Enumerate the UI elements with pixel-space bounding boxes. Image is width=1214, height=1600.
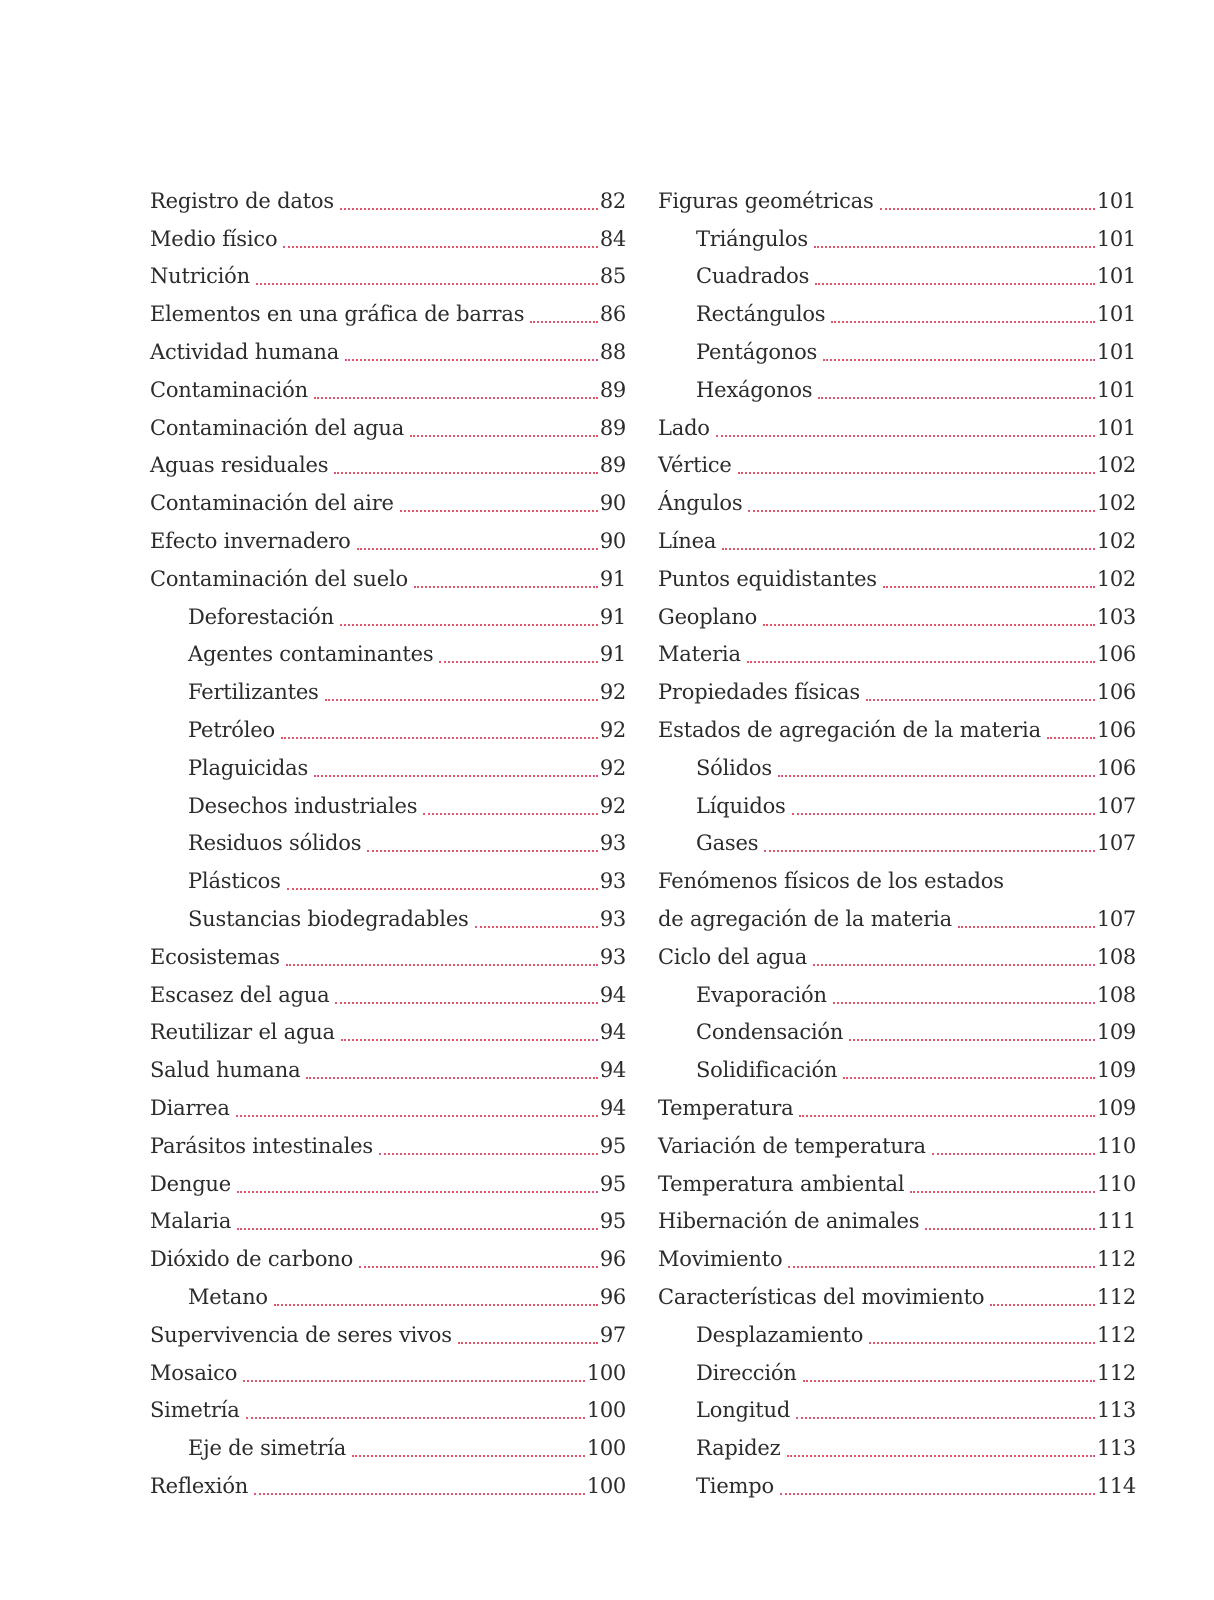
dotted-leader — [910, 1191, 1094, 1193]
dotted-leader — [823, 359, 1095, 361]
index-entry-page-number: 86 — [599, 302, 626, 327]
index-entry-label: Propiedades físicas — [658, 680, 860, 705]
index-entry — [150, 974, 626, 1012]
index-entry-label: Reflexión — [150, 1473, 249, 1498]
index-entry-page-number: 94 — [599, 1095, 626, 1120]
index-entry-page-number: 89 — [599, 415, 626, 440]
index-entry-page-number: 101 — [1096, 188, 1136, 213]
index-entry-label: Fenómenos físicos de los estados — [658, 869, 1004, 894]
dotted-leader — [849, 1039, 1095, 1041]
index-entry-label: Petróleo — [188, 717, 275, 742]
index-entry-label: Dengue — [150, 1171, 231, 1196]
index-entry-label: Movimiento — [658, 1247, 783, 1272]
index-entry-label: Sustancias biodegradables — [188, 906, 469, 931]
dotted-leader — [237, 1191, 598, 1193]
index-entry-label: Escasez del agua — [150, 982, 330, 1007]
dotted-leader — [788, 1266, 1094, 1268]
index-entry — [150, 860, 626, 898]
index-entry-page-number: 107 — [1096, 793, 1136, 818]
index-entry — [658, 1352, 1136, 1390]
index-entry-label: Ecosistemas — [150, 944, 280, 969]
dotted-leader — [747, 661, 1095, 663]
index-entry — [658, 1276, 1136, 1314]
index-entry-label: Vértice — [658, 453, 732, 478]
index-entry-label: Cuadrados — [696, 264, 810, 289]
index-entry-label: Registro de datos — [150, 188, 334, 213]
index-entry-page-number: 108 — [1096, 944, 1136, 969]
index-entry — [658, 634, 1136, 672]
index-entry-label: Ciclo del agua — [658, 944, 808, 969]
index-entry — [150, 1390, 626, 1428]
index-entry — [658, 1049, 1136, 1087]
index-entry — [150, 785, 626, 823]
dotted-leader — [243, 1380, 585, 1382]
index-entry-label: Deforestación — [188, 604, 334, 629]
index-entry — [150, 445, 626, 483]
index-entry-label: Eje de simetría — [188, 1436, 347, 1461]
index-entry-page-number: 106 — [1096, 642, 1136, 667]
index-entry — [658, 256, 1136, 294]
dotted-leader — [716, 435, 1095, 437]
index-entry-page-number: 93 — [599, 831, 626, 856]
dotted-leader — [379, 1153, 598, 1155]
dotted-leader — [325, 699, 598, 701]
index-entry-page-number: 92 — [599, 717, 626, 742]
index-entry — [150, 898, 626, 936]
dotted-leader — [843, 1077, 1095, 1079]
index-entry-page-number: 110 — [1096, 1133, 1136, 1158]
index-entry — [658, 293, 1136, 331]
index-entry — [658, 218, 1136, 256]
index-entry — [150, 558, 626, 596]
dotted-leader — [281, 737, 598, 739]
dotted-leader — [763, 624, 1095, 626]
index-entry — [150, 331, 626, 369]
index-entry-label: Efecto invernadero — [150, 528, 351, 553]
dotted-leader — [254, 1493, 585, 1495]
index-entry — [150, 407, 626, 445]
dotted-leader — [340, 624, 598, 626]
index-entry-page-number: 89 — [599, 453, 626, 478]
index-entry-page-number: 92 — [599, 680, 626, 705]
index-entry-label: Contaminación — [150, 377, 308, 402]
index-entry-page-number: 112 — [1096, 1284, 1136, 1309]
index-entry-page-number: 96 — [599, 1247, 626, 1272]
index-entry — [658, 180, 1136, 218]
index-entry — [150, 1012, 626, 1050]
dotted-leader — [352, 1455, 585, 1457]
index-entry — [150, 1276, 626, 1314]
index-entry-label: Desechos industriales — [188, 793, 418, 818]
index-entry-page-number: 103 — [1096, 604, 1136, 629]
index-entry-label: Hexágonos — [696, 377, 813, 402]
index-entry — [150, 1087, 626, 1125]
index-entry-label: Malaria — [150, 1209, 232, 1234]
index-entry-page-number: 93 — [599, 944, 626, 969]
dotted-leader — [1047, 737, 1095, 739]
index-entry-label: Plásticos — [188, 869, 281, 894]
dotted-leader — [738, 472, 1095, 474]
dotted-leader — [880, 208, 1095, 210]
index-entry-label: Condensación — [696, 1020, 844, 1045]
index-entry — [150, 1201, 626, 1239]
index-entry-label: Mosaico — [150, 1360, 238, 1385]
dotted-leader — [883, 586, 1095, 588]
index-entry-page-number: 94 — [599, 1020, 626, 1045]
dotted-leader — [340, 208, 598, 210]
index-entry — [150, 747, 626, 785]
dotted-leader — [314, 775, 598, 777]
index-entry — [150, 596, 626, 634]
index-entry — [658, 860, 1136, 898]
index-entry — [658, 1087, 1136, 1125]
index-entry-label: Solidificación — [696, 1058, 838, 1083]
index-entry-page-number: 101 — [1096, 377, 1136, 402]
index-entry-page-number: 109 — [1096, 1095, 1136, 1120]
dotted-leader — [475, 926, 598, 928]
dotted-leader — [274, 1304, 598, 1306]
index-entry-page-number: 107 — [1096, 906, 1136, 931]
index-entry-page-number: 111 — [1096, 1209, 1136, 1234]
dotted-leader — [414, 586, 598, 588]
index-entry-page-number: 107 — [1096, 831, 1136, 856]
index-entry-page-number: 91 — [599, 604, 626, 629]
dotted-leader — [286, 964, 598, 966]
index-entry-label: Plaguicidas — [188, 755, 309, 780]
index-entry-page-number: 93 — [599, 869, 626, 894]
index-entry-label: Actividad humana — [150, 339, 340, 364]
index-entry-page-number: 101 — [1096, 264, 1136, 289]
index-entry — [658, 785, 1136, 823]
index-entry — [658, 596, 1136, 634]
index-entry — [658, 974, 1136, 1012]
dotted-leader — [764, 850, 1095, 852]
dotted-leader — [439, 661, 597, 663]
index-entry-label: Simetría — [150, 1398, 240, 1423]
index-entry-page-number: 113 — [1096, 1436, 1136, 1461]
index-entry-page-number: 84 — [599, 226, 626, 251]
dotted-leader — [341, 1039, 598, 1041]
index-entry — [658, 331, 1136, 369]
index-entry-label: Geoplano — [658, 604, 758, 629]
index-entry — [658, 369, 1136, 407]
index-entry-label: Evaporación — [696, 982, 827, 1007]
index-entry-label: Fertilizantes — [188, 680, 319, 705]
index-entry-label: Triángulos — [696, 226, 808, 251]
index-entry-label: Rectángulos — [696, 302, 826, 327]
index-entry-page-number: 110 — [1096, 1171, 1136, 1196]
index-entry-page-number: 102 — [1096, 453, 1136, 478]
dotted-leader — [283, 246, 597, 248]
index-entry-page-number: 90 — [599, 528, 626, 553]
index-entry-label: Contaminación del aire — [150, 491, 394, 516]
index-entry — [150, 1163, 626, 1201]
dotted-leader — [256, 283, 598, 285]
index-entry — [658, 709, 1136, 747]
index-entry — [150, 256, 626, 294]
index-entry-label: Sólidos — [696, 755, 772, 780]
index-entry — [658, 1163, 1136, 1201]
dotted-leader — [306, 1077, 597, 1079]
index-entry — [150, 709, 626, 747]
index-entry — [150, 1238, 626, 1276]
index-entry-page-number: 106 — [1096, 755, 1136, 780]
index-entry-label: Líquidos — [696, 793, 786, 818]
index-entry-label: Aguas residuales — [150, 453, 329, 478]
index-entry-page-number: 92 — [599, 755, 626, 780]
dotted-leader — [287, 888, 598, 890]
index-entry — [150, 1427, 626, 1465]
index-entry-label: Dirección — [696, 1360, 797, 1385]
index-entry-label: Supervivencia de seres vivos — [150, 1322, 452, 1347]
index-entry-page-number: 101 — [1096, 226, 1136, 251]
index-entry-page-number: 100 — [586, 1473, 626, 1498]
dotted-leader — [792, 813, 1095, 815]
index-entry-label: Rapidez — [696, 1436, 781, 1461]
dotted-leader — [925, 1228, 1094, 1230]
index-entry-page-number: 108 — [1096, 982, 1136, 1007]
index-entry-page-number: 92 — [599, 793, 626, 818]
index-entry — [658, 1465, 1136, 1503]
index-entry-label: Longitud — [696, 1398, 791, 1423]
index-entry — [658, 407, 1136, 445]
index-entry-page-number: 95 — [599, 1209, 626, 1234]
index-entry-label: Pentágonos — [696, 339, 818, 364]
index-entry-page-number: 100 — [586, 1436, 626, 1461]
index-entry-label: Hibernación de animales — [658, 1209, 920, 1234]
index-entry — [150, 1125, 626, 1163]
index-entry-page-number: 100 — [586, 1360, 626, 1385]
index-entry-page-number: 82 — [599, 188, 626, 213]
dotted-leader — [787, 1455, 1095, 1457]
index-entry — [658, 520, 1136, 558]
index-column-right — [658, 180, 1136, 1503]
index-entry-label: Estados de agregación de la materia — [658, 717, 1041, 742]
index-entry — [658, 823, 1136, 861]
index-entry — [150, 1049, 626, 1087]
index-entry-page-number: 95 — [599, 1133, 626, 1158]
dotted-leader — [400, 510, 598, 512]
dotted-leader — [778, 775, 1095, 777]
index-entry-page-number: 94 — [599, 1058, 626, 1083]
dotted-leader — [796, 1417, 1095, 1419]
dotted-leader — [423, 813, 598, 815]
index-entry-label: Elementos en una gráfica de barras — [150, 302, 525, 327]
index-entry — [658, 1314, 1136, 1352]
index-entry-page-number: 85 — [599, 264, 626, 289]
dotted-leader — [246, 1417, 585, 1419]
index-entry — [658, 1390, 1136, 1428]
dotted-leader — [813, 964, 1095, 966]
dotted-leader — [722, 548, 1095, 550]
index-entry-page-number: 102 — [1096, 528, 1136, 553]
index-entry-page-number: 95 — [599, 1171, 626, 1196]
index-entry-label: Desplazamiento — [696, 1322, 864, 1347]
dotted-leader — [314, 397, 598, 399]
index-entry-label: Nutrición — [150, 264, 250, 289]
index-entry-label: Contaminación del suelo — [150, 566, 408, 591]
dotted-leader — [932, 1153, 1095, 1155]
index-entry — [150, 671, 626, 709]
index-entry-page-number: 113 — [1096, 1398, 1136, 1423]
index-entry-label: Características del movimiento — [658, 1284, 985, 1309]
index-entry — [658, 1012, 1136, 1050]
index-entry — [150, 1314, 626, 1352]
dotted-leader — [799, 1115, 1094, 1117]
index-entry-label: Tiempo — [696, 1473, 774, 1498]
dotted-leader — [833, 1002, 1095, 1004]
index-entry-page-number: 91 — [599, 566, 626, 591]
dotted-leader — [334, 472, 598, 474]
dotted-leader — [814, 246, 1095, 248]
index-entry-page-number: 94 — [599, 982, 626, 1007]
index-entry — [658, 747, 1136, 785]
dotted-leader — [831, 321, 1094, 323]
dotted-leader — [530, 321, 598, 323]
index-entry-page-number: 109 — [1096, 1020, 1136, 1045]
index-entry-label: Medio físico — [150, 226, 278, 251]
dotted-leader — [458, 1342, 598, 1344]
index-entry — [658, 558, 1136, 596]
index-entry-label: Salud humana — [150, 1058, 301, 1083]
dotted-leader — [869, 1342, 1095, 1344]
index-entry — [658, 1125, 1136, 1163]
dotted-leader — [237, 1228, 598, 1230]
index-entry-page-number: 101 — [1096, 339, 1136, 364]
dotted-leader — [958, 926, 1095, 928]
index-entry-label: Agentes contaminantes — [188, 642, 434, 667]
index-entry-page-number: 101 — [1096, 415, 1136, 440]
index-entry — [150, 482, 626, 520]
index-entry — [150, 369, 626, 407]
index-entry — [150, 634, 626, 672]
index-entry — [658, 898, 1136, 936]
dotted-leader — [335, 1002, 597, 1004]
index-entry-page-number: 112 — [1096, 1360, 1136, 1385]
index-entry-label: Metano — [188, 1284, 268, 1309]
index-entry-label: Temperatura — [658, 1095, 794, 1120]
index-entry-label: Puntos equidistantes — [658, 566, 877, 591]
index-entry-page-number: 100 — [586, 1398, 626, 1423]
index-entry — [658, 671, 1136, 709]
index-entry-page-number: 90 — [599, 491, 626, 516]
index-entry-label: Reutilizar el agua — [150, 1020, 335, 1045]
dotted-leader — [367, 850, 598, 852]
index-entry-page-number: 89 — [599, 377, 626, 402]
index-entry-page-number: 106 — [1096, 680, 1136, 705]
index-entry-page-number: 112 — [1096, 1322, 1136, 1347]
dotted-leader — [236, 1115, 598, 1117]
index-entry — [150, 1352, 626, 1390]
index-entry-label: de agregación de la materia — [658, 906, 952, 931]
index-entry — [150, 823, 626, 861]
index-entry — [150, 520, 626, 558]
dotted-leader — [866, 699, 1095, 701]
index-entry — [658, 936, 1136, 974]
index-entry — [150, 180, 626, 218]
index-entry-page-number: 112 — [1096, 1247, 1136, 1272]
index-entry-page-number: 88 — [599, 339, 626, 364]
dotted-leader — [803, 1380, 1095, 1382]
index-entry — [150, 293, 626, 331]
dotted-leader — [359, 1266, 598, 1268]
index-entry-page-number: 106 — [1096, 717, 1136, 742]
index-entry-page-number: 101 — [1096, 302, 1136, 327]
dotted-leader — [345, 359, 598, 361]
index-entry — [150, 1465, 626, 1503]
index-entry-label: Línea — [658, 528, 717, 553]
index-entry-label: Temperatura ambiental — [658, 1171, 905, 1196]
index-entry-label: Gases — [696, 831, 759, 856]
dotted-leader — [815, 283, 1095, 285]
index-entry — [658, 1427, 1136, 1465]
index-entry-label: Lado — [658, 415, 710, 440]
index-entry-page-number: 102 — [1096, 566, 1136, 591]
index-entry-page-number: 114 — [1096, 1473, 1136, 1498]
index-entry — [658, 482, 1136, 520]
index-entry — [658, 1201, 1136, 1239]
index-entry-page-number: 93 — [599, 906, 626, 931]
index-entry-label: Parásitos intestinales — [150, 1133, 373, 1158]
index-entry — [658, 1238, 1136, 1276]
dotted-leader — [818, 397, 1094, 399]
index-entry-label: Figuras geométricas — [658, 188, 874, 213]
index-entry-page-number: 97 — [599, 1322, 626, 1347]
index-entry — [150, 218, 626, 256]
dotted-leader — [990, 1304, 1095, 1306]
index-entry-label: Ángulos — [658, 491, 743, 516]
dotted-leader — [357, 548, 598, 550]
index-entry-label: Dióxido de carbono — [150, 1247, 354, 1272]
index-entry-label: Materia — [658, 642, 741, 667]
index-entry-page-number: 96 — [599, 1284, 626, 1309]
index-column-left — [150, 180, 626, 1503]
index-entry-label: Residuos sólidos — [188, 831, 362, 856]
index-entry-label: Diarrea — [150, 1095, 230, 1120]
index-entry-page-number: 109 — [1096, 1058, 1136, 1083]
dotted-leader — [748, 510, 1094, 512]
index-entry-page-number: 102 — [1096, 491, 1136, 516]
dotted-leader — [780, 1493, 1095, 1495]
index-entry-page-number: 91 — [599, 642, 626, 667]
index-entry-label: Contaminación del agua — [150, 415, 405, 440]
index-entry — [658, 445, 1136, 483]
dotted-leader — [410, 435, 598, 437]
index-entry-label: Variación de temperatura — [658, 1133, 926, 1158]
index-entry — [150, 936, 626, 974]
